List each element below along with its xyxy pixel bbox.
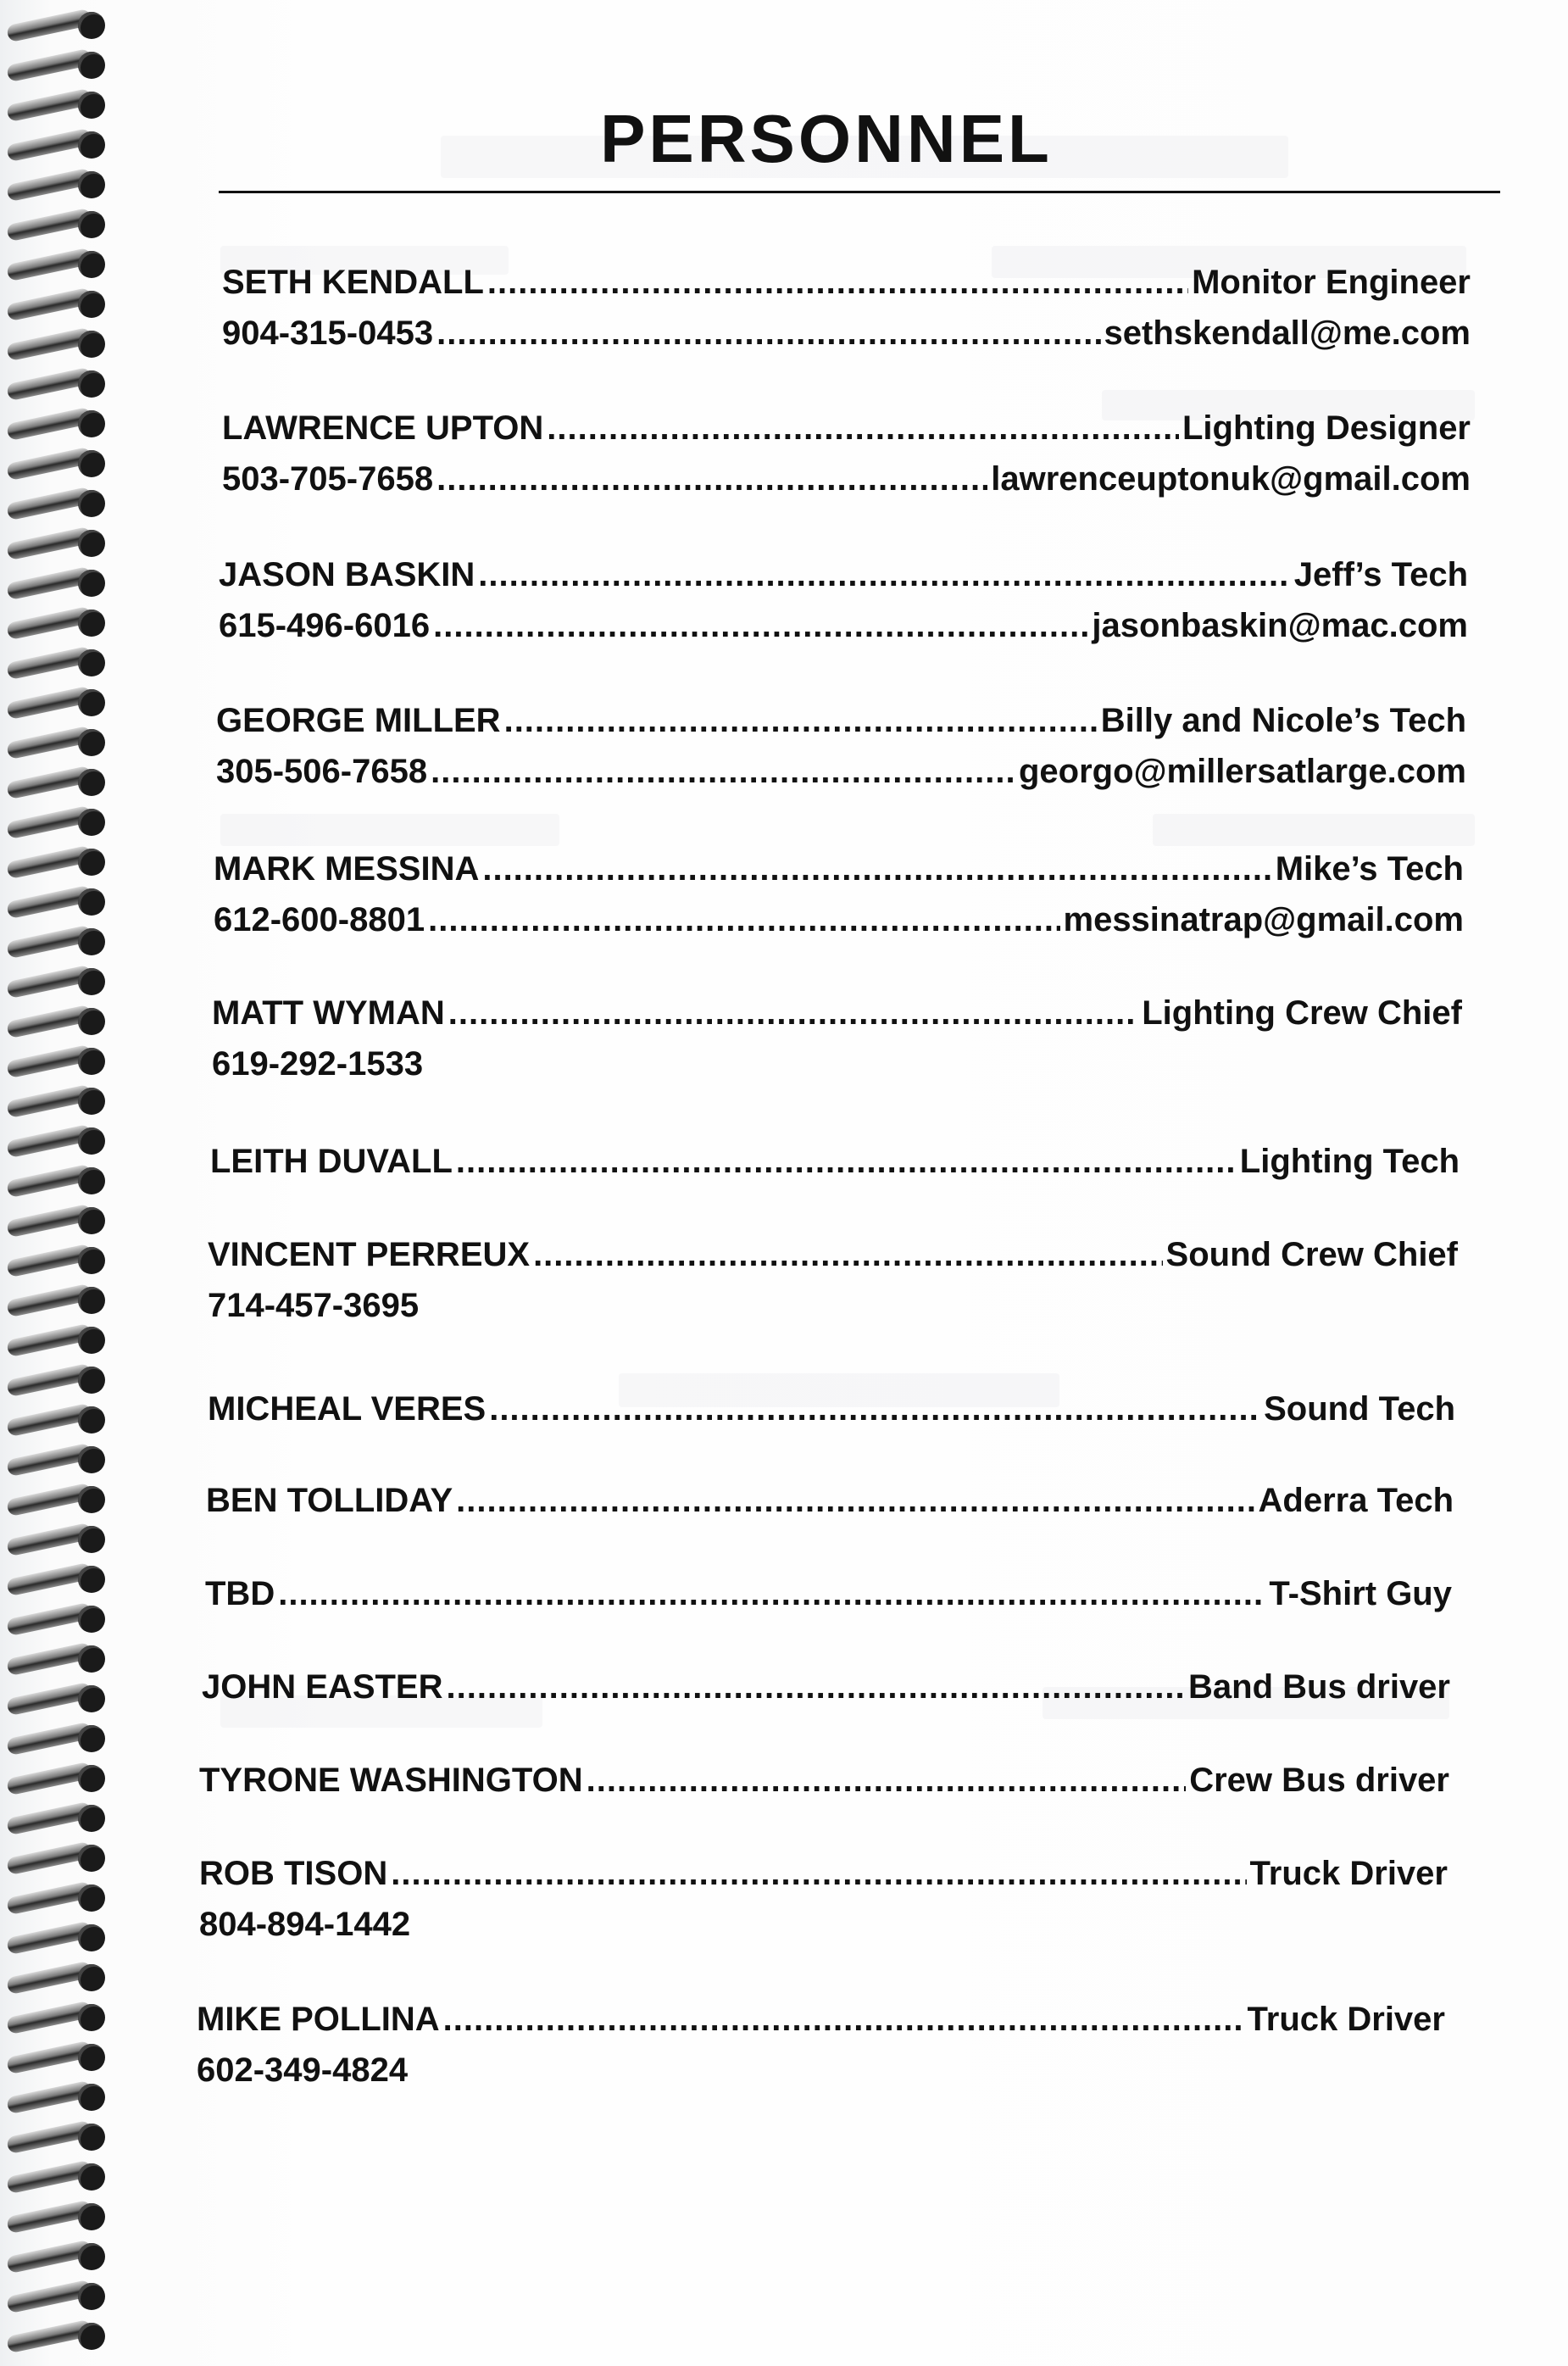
person-name: MICHEAL VERES xyxy=(208,1390,487,1428)
dot-leader xyxy=(278,1568,1265,1619)
name-role-row xyxy=(208,1229,1458,1280)
dot-leader xyxy=(436,308,1100,359)
person-name: GEORGE MILLER xyxy=(216,702,501,739)
person-name: LEITH DUVALL xyxy=(210,1143,453,1180)
spiral-coil xyxy=(7,2002,107,2031)
spiral-coil xyxy=(7,887,107,916)
person-name: SETH KENDALL xyxy=(222,264,484,301)
dot-leader xyxy=(533,1229,1162,1280)
spiral-coil xyxy=(7,1285,107,1314)
phone-email-row xyxy=(214,894,1464,945)
spiral-coil xyxy=(7,568,107,597)
personnel-entry xyxy=(202,1662,1450,1712)
person-email[interactable]: messinatrap@gmail.com xyxy=(1063,901,1464,938)
person-role: Sound Tech xyxy=(1264,1390,1455,1428)
spiral-coil xyxy=(7,1126,107,1155)
spiral-coil xyxy=(7,50,107,79)
spiral-coil xyxy=(7,1524,107,1553)
person-phone: 714-457-3695 xyxy=(208,1287,420,1324)
dot-leader xyxy=(456,1475,1254,1526)
person-role: Lighting Crew Chief xyxy=(1142,994,1462,1032)
spiral-binding xyxy=(0,0,127,2366)
dot-leader xyxy=(489,1383,1260,1434)
name-role-row xyxy=(199,1848,1448,1899)
spiral-coil xyxy=(7,688,107,716)
spiral-coil xyxy=(7,1484,107,1513)
phone-email-row xyxy=(222,454,1471,504)
person-role: Aderra Tech xyxy=(1258,1482,1454,1519)
spiral-coil xyxy=(7,329,107,358)
name-role-row xyxy=(216,695,1466,746)
spiral-coil xyxy=(7,927,107,955)
spiral-coil xyxy=(7,2281,107,2310)
person-name: TYRONE WASHINGTON xyxy=(199,1762,583,1799)
dot-leader xyxy=(447,1662,1186,1712)
name-role-row xyxy=(199,1755,1449,1806)
spiral-coil xyxy=(7,1445,107,1473)
personnel-entry xyxy=(199,1848,1448,1950)
spiral-coil xyxy=(7,1962,107,1991)
person-role: Sound Crew Chief xyxy=(1165,1236,1458,1273)
personnel-entry xyxy=(222,403,1471,504)
spiral-coil xyxy=(7,1923,107,1951)
dot-leader xyxy=(391,1848,1246,1899)
spiral-coil xyxy=(7,1405,107,1434)
person-name: MIKE POLLINA xyxy=(197,2001,440,2038)
person-phone: 503-705-7658 xyxy=(222,460,434,498)
dot-leader xyxy=(456,1136,1237,1187)
dot-leader xyxy=(433,600,1088,651)
personnel-entry xyxy=(208,1383,1455,1434)
spiral-coil xyxy=(7,2321,107,2350)
spiral-coil xyxy=(7,528,107,557)
person-phone: 612-600-8801 xyxy=(214,901,425,938)
person-phone: 615-496-6016 xyxy=(219,607,431,644)
phone-email-row xyxy=(222,308,1471,359)
spiral-coil xyxy=(7,1365,107,1394)
spiral-coil xyxy=(7,1166,107,1194)
person-name: MATT WYMAN xyxy=(212,994,445,1032)
person-name: LAWRENCE UPTON xyxy=(222,409,544,447)
person-name: TBD xyxy=(205,1575,275,1612)
spiral-coil xyxy=(7,2122,107,2151)
personnel-entry xyxy=(214,843,1464,945)
spiral-coil xyxy=(7,1803,107,1832)
person-name: ROB TISON xyxy=(199,1855,388,1892)
spiral-coil xyxy=(7,1046,107,1075)
dot-leader xyxy=(448,988,1138,1038)
spiral-coil xyxy=(7,1763,107,1792)
person-role: Band Bus driver xyxy=(1188,1668,1450,1706)
spiral-coil xyxy=(7,488,107,517)
personnel-entry xyxy=(208,1229,1458,1331)
spiral-coil xyxy=(7,409,107,437)
name-role-row xyxy=(205,1568,1452,1619)
dot-leader xyxy=(428,894,1059,945)
dot-leader xyxy=(443,1994,1244,2045)
spiral-coil xyxy=(7,448,107,477)
dot-leader xyxy=(482,843,1271,894)
person-email[interactable]: lawrenceuptonuk@gmail.com xyxy=(991,460,1471,498)
name-role-row xyxy=(222,403,1471,454)
person-role: Monitor Engineer xyxy=(1192,264,1471,301)
spiral-coil xyxy=(7,767,107,796)
name-role-row xyxy=(197,1994,1445,2045)
bleed-through-block xyxy=(220,814,559,846)
person-phone: 305-506-7658 xyxy=(216,753,428,790)
spiral-coil xyxy=(7,1883,107,1912)
spiral-coil xyxy=(7,1644,107,1673)
name-role-row xyxy=(202,1662,1450,1712)
spiral-coil xyxy=(7,209,107,238)
name-role-row xyxy=(219,549,1468,600)
spiral-coil xyxy=(7,10,107,39)
person-role: Jeff’s Tech xyxy=(1293,556,1468,593)
spiral-coil xyxy=(7,1723,107,1752)
personnel-entry xyxy=(206,1475,1454,1526)
dot-leader xyxy=(547,403,1179,454)
name-role-row xyxy=(206,1475,1454,1526)
person-phone: 619-292-1533 xyxy=(212,1045,424,1083)
person-name: JOHN EASTER xyxy=(202,1668,443,1706)
person-role: Billy and Nicole’s Tech xyxy=(1100,702,1466,739)
name-role-row xyxy=(214,843,1464,894)
person-email[interactable]: georgo@millersatlarge.com xyxy=(1018,753,1466,790)
person-role: Truck Driver xyxy=(1249,1855,1448,1892)
personnel-entry xyxy=(222,257,1471,359)
spiral-coil xyxy=(7,1604,107,1633)
spiral-coil xyxy=(7,289,107,318)
dot-leader xyxy=(478,549,1291,600)
spiral-coil xyxy=(7,648,107,676)
person-phone: 804-894-1442 xyxy=(199,1906,411,1943)
dot-leader xyxy=(436,454,987,504)
name-role-row xyxy=(210,1136,1460,1187)
dot-leader xyxy=(431,746,1015,797)
person-role: Mike’s Tech xyxy=(1275,850,1464,888)
spiral-coil xyxy=(7,1684,107,1712)
spiral-coil xyxy=(7,1564,107,1593)
spiral-coil xyxy=(7,369,107,398)
spiral-coil xyxy=(7,1086,107,1115)
personnel-entry xyxy=(199,1755,1449,1806)
phone-email-row xyxy=(216,746,1466,797)
person-name: MARK MESSINA xyxy=(214,850,480,888)
person-name: VINCENT PERREUX xyxy=(208,1236,531,1273)
spiral-coil xyxy=(7,1843,107,1872)
personnel-entry xyxy=(205,1568,1452,1619)
person-role: Truck Driver xyxy=(1247,2001,1445,2038)
name-role-row xyxy=(212,988,1462,1038)
bleed-through-block xyxy=(1153,814,1475,846)
person-email[interactable]: sethskendall@me.com xyxy=(1104,315,1471,352)
person-phone: 904-315-0453 xyxy=(222,315,434,352)
spiral-coil xyxy=(7,1245,107,1274)
person-role: T-Shirt Guy xyxy=(1269,1575,1452,1612)
spiral-coil xyxy=(7,2082,107,2111)
spiral-coil xyxy=(7,2241,107,2270)
personnel-entry xyxy=(219,549,1468,651)
spiral-coil xyxy=(7,249,107,278)
person-name: BEN TOLLIDAY xyxy=(206,1482,453,1519)
phone-email-row xyxy=(219,600,1468,651)
page-title: PERSONNEL xyxy=(600,101,1053,176)
dot-leader xyxy=(487,257,1188,308)
person-role: Crew Bus driver xyxy=(1189,1762,1449,1799)
person-role: Lighting Tech xyxy=(1239,1143,1460,1180)
person-phone: 602-349-4824 xyxy=(197,2051,409,2089)
person-name: JASON BASKIN xyxy=(219,556,475,593)
person-role: Lighting Designer xyxy=(1182,409,1471,447)
spiral-coil xyxy=(7,847,107,876)
spiral-coil xyxy=(7,1205,107,1234)
personnel-entry xyxy=(212,988,1462,1089)
spiral-coil xyxy=(7,966,107,995)
spiral-coil xyxy=(7,727,107,756)
spiral-coil xyxy=(7,2202,107,2230)
spiral-coil xyxy=(7,2162,107,2191)
name-role-row xyxy=(208,1383,1455,1434)
personnel-entry xyxy=(197,1994,1445,2096)
name-role-row xyxy=(222,257,1471,308)
dot-leader xyxy=(504,695,1098,746)
spiral-coil xyxy=(7,1325,107,1354)
spiral-coil xyxy=(7,807,107,836)
spiral-coil xyxy=(7,608,107,637)
personnel-entry xyxy=(210,1136,1460,1187)
dot-leader xyxy=(587,1755,1187,1806)
personnel-entry xyxy=(216,695,1466,797)
person-email[interactable]: jasonbaskin@mac.com xyxy=(1092,607,1468,644)
spiral-coil xyxy=(7,1006,107,1035)
title-divider xyxy=(219,191,1500,193)
spiral-coil xyxy=(7,2042,107,2071)
